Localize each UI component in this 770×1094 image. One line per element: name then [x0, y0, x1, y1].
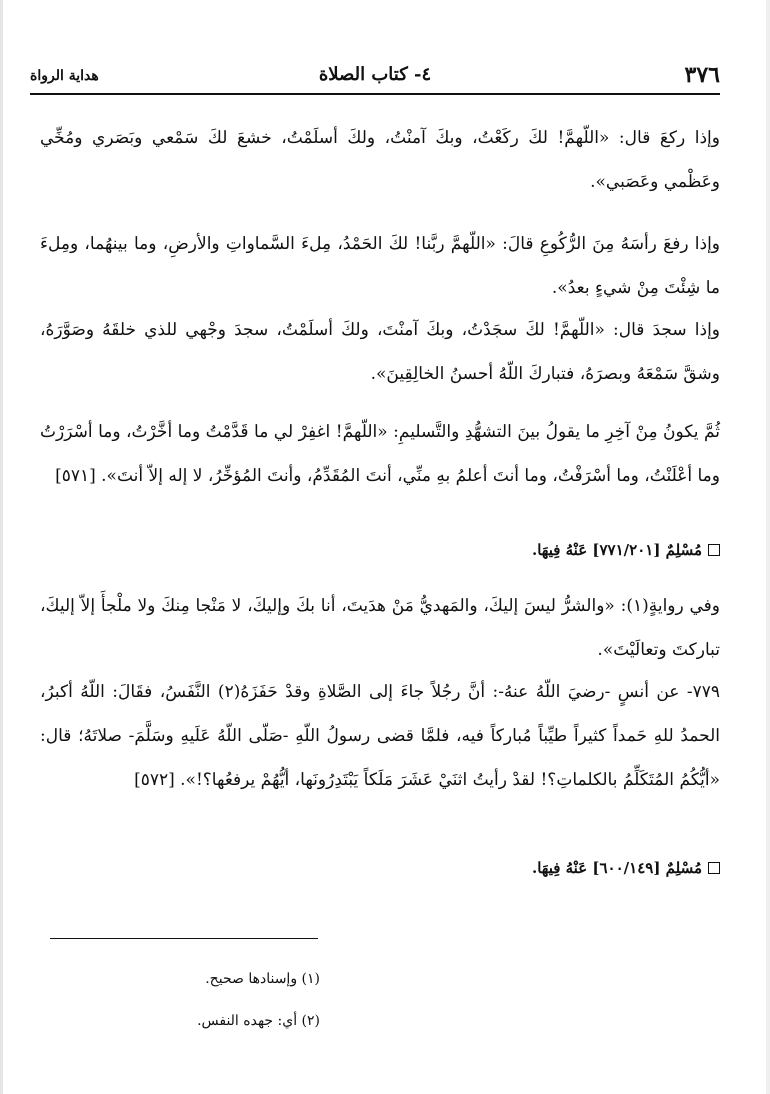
paragraph-rising: وإذا رفعَ رأسَهُ مِنَ الرُّكُوعِ قالَ: «اللّهمَّ ربَّنا! لكَ الحَمْدُ، مِلءَ السَّماواتِ والأرضِ، وما بينهُما، ومِلءَ ما شِئْتَ مِنْ شيءٍ بعدُ». [40, 234, 720, 298]
paragraph-tashahhud: ثُمَّ يكونُ مِنْ آخِرِ ما يقولُ بينَ التشهُّدِ والتَّسليمِ: «اللّهمَّ! اغفِرْ لي ما قَدَّمْتُ وما أخَّرْتُ، وما أسْرَرْتُ وما أعْلَنْتُ، وما أسْرَفْتُ، وما أنتَ أعلمُ بهِ منِّي، أنتَ المُقَدِّمُ، وأنتَ المُؤخِّرُ، لا إله إلاّ أنتَ». [٥٧١] [40, 422, 720, 486]
source-reference-1 [40, 538, 720, 562]
hadith-779: ٧٧٩- عن أنسٍ -رضيَ اللّهُ عنهُ-: أنَّ رجُلاً جاءَ إلى الصَّلاةِ وقدْ حَفَزَهُ(٢) النَّفَسُ، فقَالَ: اللّهُ أكبرُ، الحمدُ للهِ حَمداً كثيراً طيِّباً مُباركاً فيه، فلمَّا قضى رسولُ اللّهِ -صَلّى اللّهُ عَلَيهِ وسَلَّمَ- صلاتَهُ؛ قال: «أيُّكُمُ المُتَكَلِّمُ بالكلماتِ؟! لقدْ رأيتُ اثنَيْ عَشَرَ مَلَكاً يَبْتَدِرُونَها، أيُّهُمْ يرفعُها؟!». [٥٧٢] [40, 682, 721, 790]
paragraph-sujud: وإذا سجدَ قال: «اللّهمَّ! لكَ سجَدْتُ، وبكَ آمنْتَ، ولكَ أسلَمْتُ، سجدَ وجْهي للذي خلقَهُ وصَوَّرَهُ، وشقَّ سَمْعَهُ وبصرَهُ، فتباركَ اللّهُ أحسنُ الخالِقِينَ». [40, 320, 720, 384]
page-header [30, 62, 720, 92]
chapter-title: ٤- كتاب الصلاة [318, 64, 432, 85]
source-reference-2 [40, 856, 720, 880]
footnote-rule [50, 938, 318, 939]
page-right-edge [766, 0, 770, 1094]
source-text-2: مُسْلِمٌ [٦٠٠/١٤٩] عَنْهُ فِيهَا. [532, 859, 702, 877]
header-rule [30, 93, 720, 95]
book-title: هداية الرواة [30, 68, 99, 84]
paragraph-riwaya: وفي روايةٍ(١): «والشرُّ ليسَ إليكَ، والمَهديُّ مَنْ هدَيتَ، أنا بكَ وإليكَ، لا مَنْجا مِنكَ ولا ملْجأَ إلاّ إليكَ، تباركتَ وتعالَيْتَ». [40, 596, 721, 660]
footnote-2: (٢) أي: جهده النفس. [197, 1013, 320, 1029]
paragraph-ruku: وإذا ركعَ قال: «اللّهمَّ! لكَ ركَعْتُ، وبكَ آمنْتُ، ولكَ أسلَمْتُ، خشعَ لكَ سَمْعي وبَصَري ومُخِّي وعَظْمي وعَصَبي». [40, 128, 720, 192]
square-bullet-icon [708, 862, 720, 874]
footnote-1: (١) وإسنادها صحيح. [205, 971, 320, 987]
square-bullet-icon [708, 544, 720, 556]
page-number: ٣٧٦ [684, 62, 720, 88]
source-text-1: مُسْلِمٌ [٧٧١/٢٠١] عَنْهُ فِيهَا. [532, 541, 702, 559]
page-left-edge [0, 0, 3, 1094]
